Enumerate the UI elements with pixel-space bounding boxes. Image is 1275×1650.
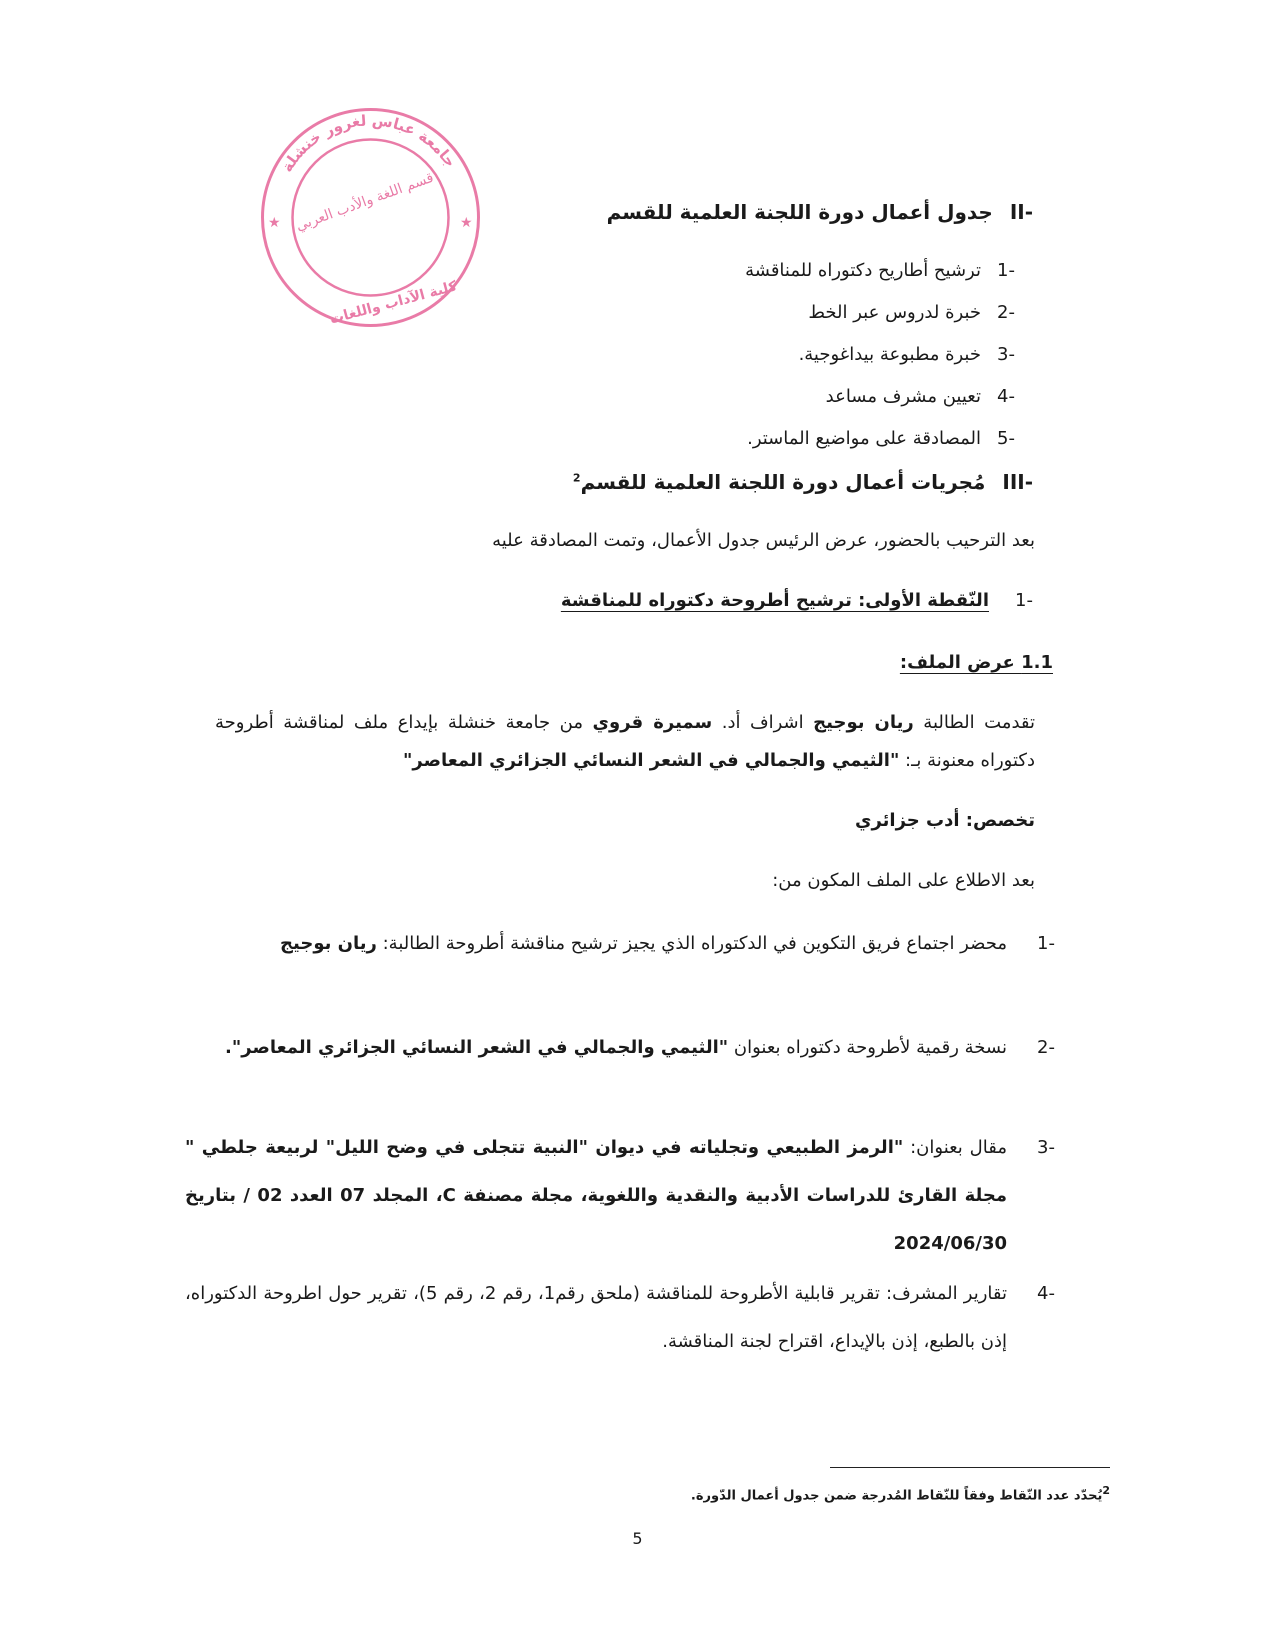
file-list-item-1: 1- محضر اجتماع فريق التكوين في الدكتوراه الذي يجيز ترشيح مناقشة أطروحة الطالبة: ريان بوجيج [280, 933, 1055, 954]
specialty: تخصص: أدب جزائري [854, 810, 1035, 831]
sub-heading-file: 1.1 عرض الملف: [899, 652, 1053, 673]
section-3-title: مُجريات أعمال دورة اللجنة العلمية للقسم [580, 470, 986, 494]
file-list-item-3: 3- مقال بعنوان: "الرمز الطبيعي وتجلياته في ديوان "النبية تتجلى في وضح الليل" لربيعة جلطي " مجلة القارئ للدراسات الأدبية والنقدية واللغوية، مجلة مصنفة C، المجلد 07 العدد 02 / بتاريخ 2024/06/30 [185, 1137, 1055, 1254]
agenda-item-1: 1-ترشيح أطاريح دكتوراه للمناقشة [745, 260, 1015, 281]
section-3-numeral: III- [1002, 470, 1033, 494]
stamp-star-right: ★ [460, 215, 473, 231]
after-review-text: بعد الاطلاع على الملف المكون من: [772, 870, 1035, 891]
file-list-item-4: 4- تقارير المشرف: تقرير قابلية الأطروحة للمناقشة (ملحق رقم1، رقم 2، رقم 5)، تقرير حول اطروحة الدكتوراه، إذن بالطبع، إذن بالإيداع، اقتراح لجنة المناقشة. [185, 1283, 1055, 1352]
stamp-star-left: ★ [268, 215, 281, 231]
agenda-item-2: 2-خبرة لدروس عبر الخط [808, 302, 1015, 323]
footnote-ref: 2 [572, 471, 581, 485]
footnote: $^2$يُحدّد عدد النّقاط وفقاً للنّقاط المُدرجة ضمن جدول أعمال الدّورة. [690, 1484, 1110, 1504]
thesis-title: "الثيمي والجمالي في الشعر النسائي الجزائري المعاصر" [403, 750, 900, 771]
point-1-title: النّقطة الأولى: ترشيح أطروحة دكتوراه للمناقشة [560, 590, 989, 611]
page-number: 5 [632, 1529, 643, 1548]
point-1-heading: 1-النّقطة الأولى: ترشيح أطروحة دكتوراه للمناقشة [560, 590, 1033, 611]
stamp-ring-text: جامعة عباس لغرور خنشلة [277, 111, 460, 176]
student-name: ريان بوجيج [813, 712, 914, 733]
file-paragraph: تقدمت الطالبة ريان بوجيج اشراف أد. سميرة قروي من جامعة خنشلة بإيداع ملف لمناقشة أطروحة دكتوراه معنونة بـ: "الثيمي والجمالي في الشعر النسائي الجزائري المعاصر" [215, 712, 1036, 771]
stamp-center-text: قسم اللغة والأدب العربي [293, 169, 436, 235]
agenda-item-3: 3-خبرة مطبوعة بيداغوجية. [798, 344, 1015, 365]
agenda-item-5: 5-المصادقة على مواضيع الماستر. [747, 428, 1015, 449]
section-2-heading [607, 200, 1033, 224]
section-3-heading [573, 470, 1033, 494]
stamp-bottom-text: كلية الآداب واللغات [328, 278, 459, 328]
department-stamp [258, 105, 483, 330]
intro-text: بعد الترحيب بالحضور، عرض الرئيس جدول الأعمال، وتمت المصادقة عليه [492, 530, 1035, 551]
supervisor-name: سميرة قروي [592, 712, 713, 733]
agenda-item-4: 4-تعيين مشرف مساعد [825, 386, 1015, 407]
file-list-item-2: 2- نسخة رقمية لأطروحة دكتوراه بعنوان "الثيمي والجمالي في الشعر النسائي الجزائري المعاصر". [225, 1037, 1055, 1058]
section-2-numeral: II- [1009, 200, 1033, 224]
footnote-separator [830, 1467, 1110, 1468]
svg-text:جامعة عباس لغرور خنشلة [278, 111, 460, 175]
section-2-title: جدول أعمال دورة اللجنة العلمية للقسم [606, 200, 993, 224]
